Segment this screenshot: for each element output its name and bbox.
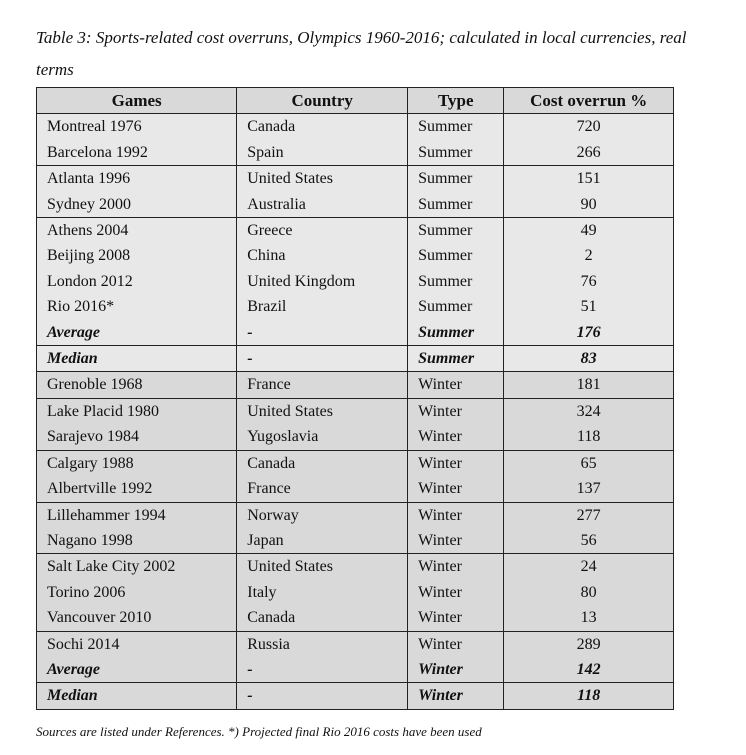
cost-overrun-cell: 137 [504,476,674,502]
type-cell: Summer [408,218,504,244]
table-row [37,657,674,683]
type-cell: Winter [408,502,504,528]
table-row [37,580,674,605]
table-row [37,528,674,554]
cost-overrun-cell: 324 [504,398,674,424]
games-cell: Average [37,320,237,346]
type-cell: Summer [408,166,504,192]
header-cost-overrun: Cost overrun % [504,88,674,114]
table-row [37,218,674,244]
country-cell: Norway [237,502,408,528]
table-row [37,476,674,502]
games-cell: Rio 2016* [37,294,237,319]
country-cell: Greece [237,218,408,244]
type-cell: Winter [408,528,504,554]
table-row [37,320,674,346]
type-cell: Winter [408,450,504,476]
cost-overrun-cell: 51 [504,294,674,319]
games-cell: London 2012 [37,269,237,294]
table-row [37,372,674,398]
games-cell: Atlanta 1996 [37,166,237,192]
games-cell: Calgary 1988 [37,450,237,476]
games-cell: Beijing 2008 [37,243,237,268]
table-row [37,243,674,268]
cost-overrun-cell: 151 [504,166,674,192]
games-cell: Sydney 2000 [37,192,237,218]
type-cell: Winter [408,476,504,502]
type-cell: Summer [408,294,504,319]
country-cell: Brazil [237,294,408,319]
games-cell: Albertville 1992 [37,476,237,502]
table-row [37,166,674,192]
table-caption: Table 3: Sports-related cost overruns, Olympics 1960-2016; calculated in local currencies, real terms [36,28,687,79]
header-country: Country [237,88,408,114]
type-cell: Summer [408,269,504,294]
type-cell: Winter [408,580,504,605]
type-cell: Winter [408,657,504,683]
type-cell: Winter [408,554,504,580]
games-cell: Athens 2004 [37,218,237,244]
country-cell: United States [237,398,408,424]
table-row [37,398,674,424]
type-cell: Winter [408,631,504,657]
games-cell: Salt Lake City 2002 [37,554,237,580]
country-cell: United Kingdom [237,269,408,294]
cost-overrun-cell: 266 [504,140,674,166]
type-cell: Summer [408,320,504,346]
games-cell: Median [37,683,237,709]
cost-overrun-cell: 118 [504,424,674,450]
table-row [37,424,674,450]
table-row [37,294,674,319]
type-cell: Winter [408,605,504,631]
header-games: Games [37,88,237,114]
table-row [37,554,674,580]
cost-overrun-table [36,87,674,710]
cost-overrun-cell: 181 [504,372,674,398]
games-cell: Grenoble 1968 [37,372,237,398]
country-cell: Russia [237,631,408,657]
type-cell: Summer [408,192,504,218]
country-cell: United States [237,166,408,192]
cost-overrun-cell: 2 [504,243,674,268]
table-row [37,346,674,372]
header-type: Type [408,88,504,114]
cost-overrun-cell: 176 [504,320,674,346]
country-cell: Canada [237,450,408,476]
country-cell: United States [237,554,408,580]
country-cell: Italy [237,580,408,605]
games-cell: Torino 2006 [37,580,237,605]
cost-overrun-cell: 65 [504,450,674,476]
games-cell: Sochi 2014 [37,631,237,657]
header-row [37,88,674,114]
country-cell: France [237,372,408,398]
type-cell: Winter [408,372,504,398]
cost-overrun-cell: 13 [504,605,674,631]
footnote: Sources are listed under References. *) Projected final Rio 2016 costs have been used [36,724,482,739]
type-cell: Summer [408,346,504,372]
games-cell: Nagano 1998 [37,528,237,554]
type-cell: Summer [408,114,504,140]
country-cell: Canada [237,605,408,631]
type-cell: Summer [408,243,504,268]
type-cell: Winter [408,398,504,424]
country-cell: Australia [237,192,408,218]
cost-overrun-cell: 118 [504,683,674,709]
country-cell: - [237,346,408,372]
cost-overrun-cell: 142 [504,657,674,683]
table-row [37,269,674,294]
country-cell: France [237,476,408,502]
cost-overrun-cell: 720 [504,114,674,140]
country-cell: Japan [237,528,408,554]
games-cell: Lake Placid 1980 [37,398,237,424]
games-cell: Barcelona 1992 [37,140,237,166]
cost-overrun-cell: 80 [504,580,674,605]
games-cell: Vancouver 2010 [37,605,237,631]
country-cell: Canada [237,114,408,140]
cost-overrun-cell: 76 [504,269,674,294]
cost-overrun-cell: 90 [504,192,674,218]
country-cell: - [237,683,408,709]
cost-overrun-cell: 49 [504,218,674,244]
country-cell: China [237,243,408,268]
games-cell: Lillehammer 1994 [37,502,237,528]
cost-overrun-cell: 24 [504,554,674,580]
country-cell: Yugoslavia [237,424,408,450]
type-cell: Summer [408,140,504,166]
cost-overrun-cell: 83 [504,346,674,372]
table-row [37,450,674,476]
country-cell: - [237,320,408,346]
type-cell: Winter [408,683,504,709]
country-cell: - [237,657,408,683]
country-cell: Spain [237,140,408,166]
type-cell: Winter [408,424,504,450]
table-row [37,114,674,140]
table-row [37,140,674,166]
games-cell: Montreal 1976 [37,114,237,140]
cost-overrun-cell: 289 [504,631,674,657]
table-row [37,605,674,631]
cost-overrun-cell: 277 [504,502,674,528]
games-cell: Median [37,346,237,372]
table-row [37,631,674,657]
table-row [37,502,674,528]
games-cell: Average [37,657,237,683]
table-row [37,192,674,218]
table-row [37,683,674,709]
games-cell: Sarajevo 1984 [37,424,237,450]
cost-overrun-cell: 56 [504,528,674,554]
